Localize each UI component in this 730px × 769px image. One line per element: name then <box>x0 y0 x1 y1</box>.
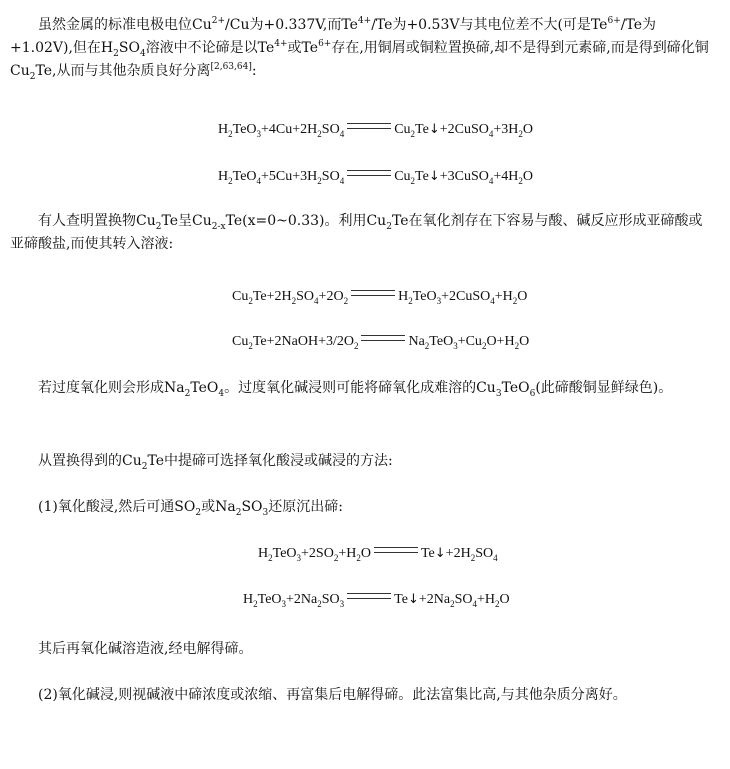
text: +3CuSO <box>439 169 489 184</box>
subscript: 2 <box>317 129 322 139</box>
paragraph-alkali-leach <box>10 684 715 707</box>
text: +3H <box>493 122 519 137</box>
text: 还原沉出碲: <box>268 499 343 515</box>
down-arrow-icon: ↓ <box>407 592 419 607</box>
text: Te <box>420 546 435 561</box>
subscript: 4 <box>490 296 495 306</box>
subscript: 4 <box>256 176 262 186</box>
subscript: 4 <box>488 129 494 139</box>
subscript: 2 <box>228 129 233 139</box>
subscript: 2 <box>253 599 258 609</box>
text: Cu <box>232 334 249 349</box>
text: SO <box>296 289 315 304</box>
text: +2H <box>445 546 471 561</box>
subscript: 2 <box>29 72 36 82</box>
text: H <box>398 289 409 304</box>
text: 或Te <box>287 40 319 56</box>
text: Te <box>394 592 408 607</box>
text: O <box>519 334 530 349</box>
text: +H <box>338 546 357 561</box>
text: 虽然金属的标准电极电位Cu <box>38 17 212 33</box>
subscript: 4 <box>472 599 478 609</box>
text: +4Cu+2H <box>261 122 318 137</box>
subscript: 4 <box>139 49 146 59</box>
subscript: 2 <box>518 129 523 139</box>
text: SO <box>475 546 494 561</box>
subscript: 2 <box>248 341 253 351</box>
citation: [2,63,64] <box>210 62 252 72</box>
subscript: 2 <box>141 462 148 472</box>
text: TeO <box>412 289 437 304</box>
subscript: 2 <box>291 296 297 306</box>
text: O <box>517 289 528 304</box>
subscript: 4 <box>339 129 345 139</box>
superscript: 6+ <box>607 16 621 26</box>
down-arrow-icon: ↓ <box>428 122 440 137</box>
equation-4 <box>232 332 529 352</box>
text: 。过度氧化碱浸则可能将碲氧化成难溶的Cu <box>224 380 496 396</box>
superscript: 2+ <box>211 16 226 26</box>
text: Cu <box>394 122 411 137</box>
text: O+H <box>486 334 515 349</box>
text: (2)氧化碱浸,则视碱液中碲浓度或浓缩、再富集后电解得碲。此法富集比高,与其他杂质分离好。 <box>38 687 627 703</box>
text: : <box>251 63 257 79</box>
text: /Cu为+0.337V,而Te <box>225 17 358 33</box>
subscript: 2 <box>514 341 520 351</box>
text: SO <box>118 40 140 56</box>
subscript: 2 <box>481 341 487 351</box>
subscript: 2 <box>155 222 162 232</box>
text: SO <box>321 592 340 607</box>
subscript: 3 <box>339 599 345 609</box>
subscript: 2 <box>343 296 349 306</box>
subscript: 3 <box>495 389 502 399</box>
subscript: 2 <box>512 296 518 306</box>
subscript: 4 <box>493 553 498 563</box>
text: 有人查明置换物Cu <box>38 213 156 229</box>
text: SO <box>321 169 340 184</box>
subscript: 2 <box>495 599 500 609</box>
text: +2O <box>318 289 344 304</box>
text: /Te为+0.53V与其电位差不大(可是Te <box>371 17 608 33</box>
equation-2 <box>218 167 533 187</box>
subscript: 2 <box>235 508 242 518</box>
text: Te呈Cu <box>161 213 212 229</box>
text: (1)氧化酸浸,然后可通SO <box>38 499 196 515</box>
text: TeO <box>429 334 454 349</box>
subscript: 2 <box>317 599 322 609</box>
text: TeO <box>190 380 219 396</box>
equals-sign <box>347 170 391 176</box>
text: +H <box>494 289 513 304</box>
subscript: 2-x <box>211 222 226 232</box>
text: SO <box>454 592 473 607</box>
text: Te,从而与其他杂质良好分离 <box>35 63 211 79</box>
text: SO <box>241 499 263 515</box>
down-arrow-icon: ↓ <box>434 546 446 561</box>
text: Cu <box>394 169 411 184</box>
subscript: 6 <box>529 389 536 399</box>
equation-3 <box>232 287 527 307</box>
equals-sign <box>347 593 391 599</box>
text: +4H <box>493 169 519 184</box>
text: H <box>218 169 229 184</box>
text: O <box>499 592 510 607</box>
superscript: 6+ <box>318 39 332 49</box>
text: H <box>258 546 269 561</box>
subscript: 2 <box>333 553 339 563</box>
text: Cu <box>232 289 249 304</box>
text: Na <box>408 334 425 349</box>
down-arrow-icon: ↓ <box>428 169 440 184</box>
text: +2Na <box>418 592 451 607</box>
text: +2Na <box>286 592 318 607</box>
subscript: 2 <box>518 176 523 186</box>
paragraph-electrode-potential <box>10 14 715 83</box>
subscript: 4 <box>218 389 225 399</box>
subscript: 3 <box>453 341 458 351</box>
subscript: 3 <box>262 508 269 518</box>
paragraph-over-oxidation <box>10 377 715 400</box>
subscript: 2 <box>386 222 392 232</box>
text: O <box>522 122 534 137</box>
text: H <box>243 592 254 607</box>
text: 或Na <box>201 499 236 515</box>
text: Te在氧化剂存在下容易与酸、碱反应形成亚碲酸或亚碲酸盐,而使其转入溶液: <box>10 213 703 252</box>
text: O <box>522 169 534 184</box>
text: /Te为+1.02V),但在H <box>10 17 657 56</box>
equals-sign <box>374 547 418 553</box>
paragraph-displacement-product <box>10 210 715 256</box>
text: 从置换得到的Cu <box>38 453 142 469</box>
text: Te+2NaOH+3/2O <box>252 334 354 349</box>
subscript: 2 <box>424 341 430 351</box>
subscript: 2 <box>450 599 455 609</box>
text: H <box>218 122 229 137</box>
subscript: 4 <box>339 176 345 186</box>
superscript: 4+ <box>357 16 372 26</box>
text: SO <box>321 122 340 137</box>
text: +H <box>477 592 496 607</box>
text: +Cu <box>457 334 482 349</box>
text: TeO <box>232 122 257 137</box>
subscript: 2 <box>470 553 476 563</box>
text: +5Cu+3H <box>261 169 318 184</box>
text: TeO <box>272 546 297 561</box>
paragraph-electrolysis <box>10 638 715 661</box>
subscript: 3 <box>296 553 302 563</box>
equation-6 <box>243 590 510 610</box>
subscript: 4 <box>314 296 319 306</box>
equals-sign <box>351 290 395 296</box>
text: Te(x=0~0.33)。利用Cu <box>225 213 387 229</box>
paragraph-acid-leach <box>10 496 715 519</box>
text: TeO <box>257 592 282 607</box>
subscript: 2 <box>317 176 322 186</box>
subscript: 2 <box>353 341 359 351</box>
equals-sign <box>361 335 405 341</box>
equation-1 <box>218 120 533 140</box>
text: 其后再氧化碱溶造液,经电解得碲。 <box>38 641 253 657</box>
subscript: 4 <box>488 176 494 186</box>
subscript: 3 <box>256 129 262 139</box>
subscript: 2 <box>113 49 119 59</box>
subscript: 3 <box>436 296 442 306</box>
text: Te <box>415 169 429 184</box>
paragraph-extraction-methods <box>10 450 715 473</box>
subscript: 2 <box>410 129 416 139</box>
subscript: 2 <box>356 553 361 563</box>
text: Te+2H <box>252 289 292 304</box>
subscript: 2 <box>184 389 191 399</box>
equation-5 <box>258 544 498 564</box>
text: O <box>360 546 371 561</box>
superscript: 4+ <box>274 39 288 49</box>
text: TeO <box>501 380 530 396</box>
equals-sign <box>347 123 391 129</box>
text: Te <box>415 122 429 137</box>
text: Te中提碲可选择氧化酸浸或碱浸的方法: <box>147 453 393 469</box>
text: 存在,用铜屑或铜粒置换碲,却不是得到元素碲,而是得到碲化铜Cu <box>10 40 709 79</box>
text: +2SO <box>301 546 334 561</box>
subscript: 2 <box>195 508 202 518</box>
subscript: 2 <box>410 176 416 186</box>
subscript: 2 <box>408 296 413 306</box>
subscript: 2 <box>248 296 253 306</box>
text: TeO <box>232 169 257 184</box>
subscript: 3 <box>281 599 287 609</box>
text: +2CuSO <box>441 289 491 304</box>
text: +2CuSO <box>439 122 489 137</box>
subscript: 2 <box>268 553 273 563</box>
subscript: 2 <box>228 176 233 186</box>
text: 溶液中不论碲是以Te <box>145 40 275 56</box>
text: 若过度氧化则会形成Na <box>38 380 185 396</box>
text: (此碲酸铜显鲜绿色)。 <box>535 380 673 396</box>
